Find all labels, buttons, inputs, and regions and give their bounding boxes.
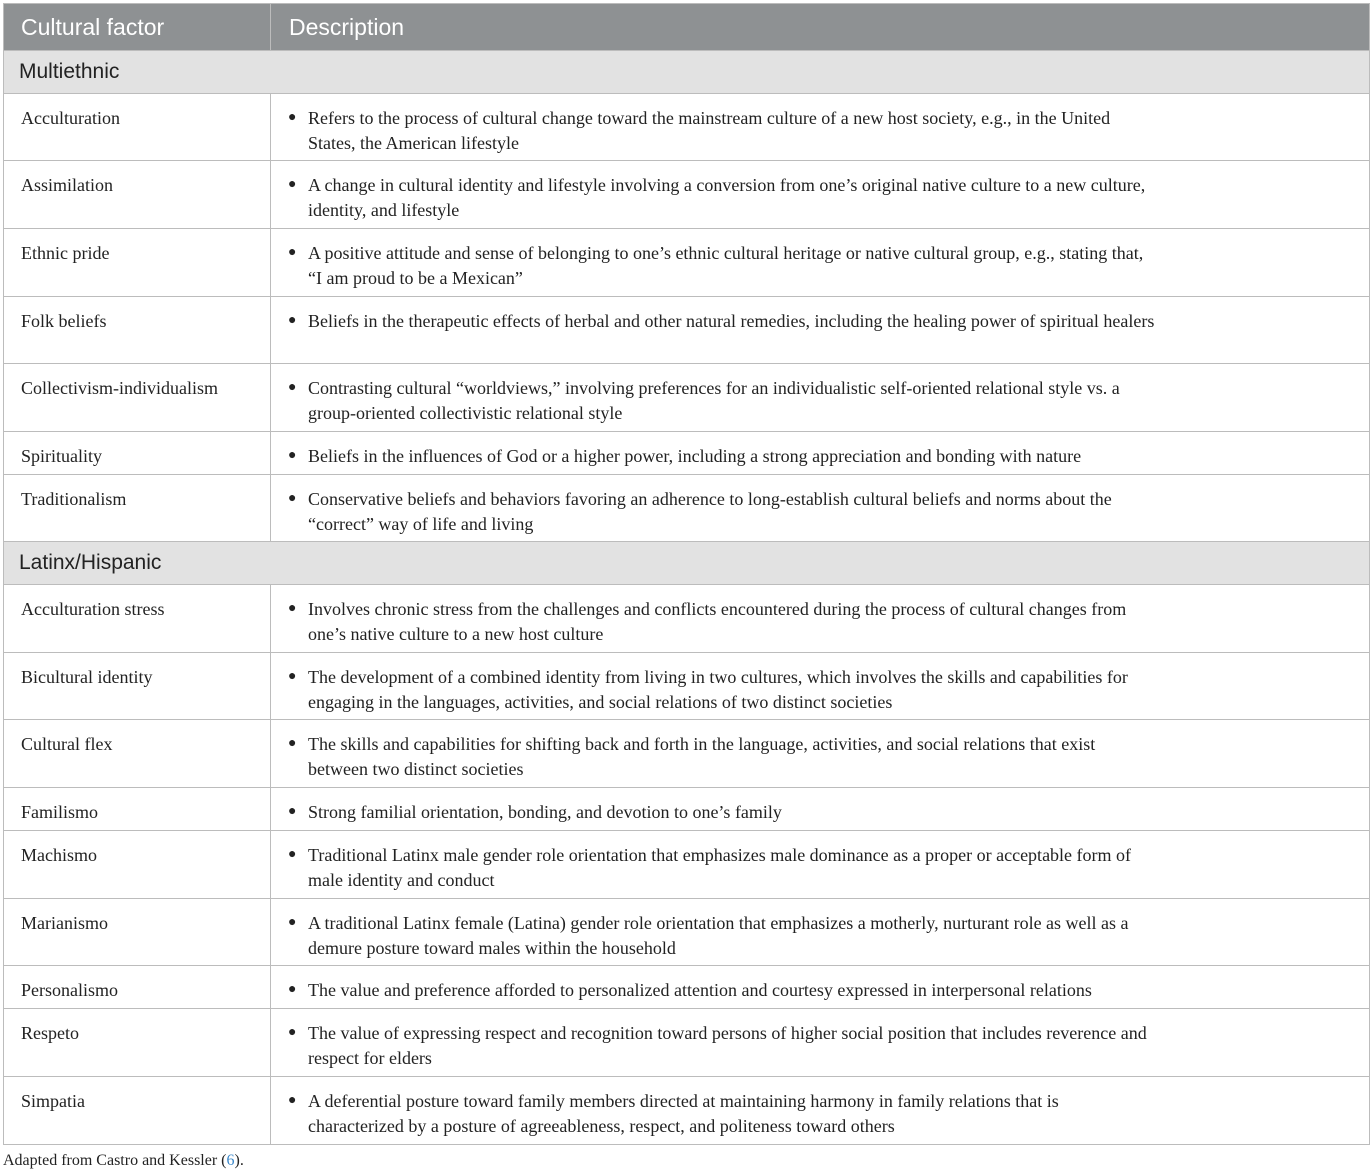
description-text: Beliefs in the therapeutic effects of herbal and other natural remedies, including the healing power of spiritual healers (308, 311, 1155, 331)
description-bullet-item (287, 1021, 1159, 1070)
description-cell (271, 297, 1370, 364)
bullet-icon: ● (288, 804, 297, 819)
description-text: The skills and capabilities for shifting back and forth in the language, activities, and social relations that exist between two distinct societies (308, 734, 1096, 779)
bullet-icon: ● (288, 915, 297, 930)
table-row (4, 653, 1370, 720)
table-row (4, 788, 1370, 831)
cultural-factor-cell: Marianismo (4, 899, 271, 966)
description-text: The development of a combined identity from living in two cultures, which involves the skills and capabilities for engaging in the languages, activities, and social relations of two distinct societies (308, 667, 1128, 712)
bullet-icon: ● (288, 982, 297, 997)
description-bullet-item (287, 1089, 1159, 1138)
description-text: Beliefs in the influences of God or a higher power, including a strong appreciation and bonding with nature (308, 446, 1082, 466)
description-text: A deferential posture toward family members directed at maintaining harmony in family relations that is characterized by a posture of agreeableness, respect, and politeness toward others (308, 1091, 1059, 1136)
description-cell (271, 653, 1370, 720)
description-text: The value and preference afforded to personalized attention and courtesy expressed in interpersonal relations (308, 980, 1092, 1000)
description-cell (271, 899, 1370, 966)
table-footnote (3, 1152, 244, 1170)
description-text: Contrasting cultural “worldviews,” involving preferences for an individualistic self-oriented relational style vs. a group-oriented collectivistic relational style (308, 378, 1120, 423)
bullet-icon: ● (288, 491, 297, 506)
description-bullet-item (287, 376, 1159, 425)
table-row (4, 966, 1370, 1009)
description-cell (271, 94, 1370, 161)
table-row (4, 229, 1370, 297)
bullet-icon: ● (288, 380, 297, 395)
description-bullet-item (287, 843, 1159, 892)
description-cell (271, 1009, 1370, 1077)
table-row (4, 585, 1370, 653)
description-bullet-item (287, 106, 1159, 155)
table-row (4, 1009, 1370, 1077)
description-cell (271, 364, 1370, 432)
bullet-icon: ● (288, 847, 297, 862)
description-cell (271, 161, 1370, 229)
bullet-icon: ● (288, 1093, 297, 1108)
table-row (4, 475, 1370, 542)
cultural-factor-cell: Assimilation (4, 161, 271, 229)
table-header-row (4, 4, 1370, 51)
cultural-factor-cell: Familismo (4, 788, 271, 831)
bullet-icon: ● (288, 1025, 297, 1040)
cultural-factors-table (3, 3, 1370, 1145)
cultural-factor-cell: Cultural flex (4, 720, 271, 788)
bullet-icon: ● (288, 601, 297, 616)
description-cell (271, 788, 1370, 831)
table-row (4, 1077, 1370, 1145)
column-header-description: Description (271, 4, 1370, 51)
footnote-reference-link[interactable]: 6 (226, 1152, 235, 1169)
cultural-factor-cell: Simpatia (4, 1077, 271, 1145)
table-row (4, 720, 1370, 788)
description-cell (271, 229, 1370, 297)
description-bullet-item (287, 487, 1159, 536)
table-row (4, 161, 1370, 229)
cultural-factor-cell: Bicultural identity (4, 653, 271, 720)
section-row (4, 51, 1370, 94)
description-bullet-item (287, 241, 1159, 290)
description-text: Conservative beliefs and behaviors favoring an adherence to long-establish cultural beliefs and norms about the “correct” way of life and living (308, 489, 1112, 534)
bullet-icon: ● (288, 313, 297, 328)
section-title: Latinx/Hispanic (4, 542, 1370, 585)
description-bullet-item (287, 665, 1159, 714)
table-row (4, 899, 1370, 966)
description-text: A change in cultural identity and lifestyle involving a conversion from one’s original native culture to a new culture, identity, and lifestyle (308, 175, 1146, 220)
description-bullet-item (287, 732, 1159, 781)
bullet-icon: ● (288, 736, 297, 751)
section-row (4, 542, 1370, 585)
cultural-factor-cell: Ethnic pride (4, 229, 271, 297)
description-bullet-item (287, 444, 1159, 469)
description-text: Involves chronic stress from the challenges and conflicts encountered during the process of cultural changes from one’s native culture to a new host culture (308, 599, 1127, 644)
cultural-factors-table-container (3, 3, 1369, 1145)
column-header-cultural-factor: Cultural factor (4, 4, 271, 51)
description-cell (271, 1077, 1370, 1145)
description-bullet-item (287, 597, 1159, 646)
description-bullet-item (287, 911, 1159, 960)
description-text: The value of expressing respect and recognition toward persons of higher social position that includes reverence and respect for elders (308, 1023, 1147, 1068)
description-cell (271, 432, 1370, 475)
table-row (4, 297, 1370, 364)
description-cell (271, 475, 1370, 542)
section-title: Multiethnic (4, 51, 1370, 94)
description-cell (271, 585, 1370, 653)
table-row (4, 94, 1370, 161)
cultural-factor-cell: Spirituality (4, 432, 271, 475)
bullet-icon: ● (288, 110, 297, 125)
footnote-text-after: ). (234, 1152, 244, 1169)
cultural-factor-cell: Machismo (4, 831, 271, 899)
description-cell (271, 831, 1370, 899)
cultural-factor-cell: Collectivism-individualism (4, 364, 271, 432)
description-bullet-item (287, 309, 1159, 334)
description-bullet-item (287, 173, 1159, 222)
table-row (4, 831, 1370, 899)
cultural-factor-cell: Traditionalism (4, 475, 271, 542)
description-bullet-item (287, 800, 1159, 825)
bullet-icon: ● (288, 245, 297, 260)
cultural-factor-cell: Personalismo (4, 966, 271, 1009)
description-text: Refers to the process of cultural change toward the mainstream culture of a new host society, e.g., in the United States, the American lifestyle (308, 108, 1111, 153)
description-text: Strong familial orientation, bonding, and devotion to one’s family (308, 802, 782, 822)
description-text: A positive attitude and sense of belonging to one’s ethnic cultural heritage or native cultural group, e.g., stating that, “I am proud to be a Mexican” (308, 243, 1144, 288)
description-cell (271, 720, 1370, 788)
description-text: Traditional Latinx male gender role orientation that emphasizes male dominance as a proper or acceptable form of male identity and conduct (308, 845, 1132, 890)
description-bullet-item (287, 978, 1159, 1003)
cultural-factor-cell: Acculturation stress (4, 585, 271, 653)
cultural-factor-cell: Acculturation (4, 94, 271, 161)
bullet-icon: ● (288, 669, 297, 684)
bullet-icon: ● (288, 177, 297, 192)
bullet-icon: ● (288, 448, 297, 463)
table-row (4, 432, 1370, 475)
cultural-factor-cell: Respeto (4, 1009, 271, 1077)
cultural-factor-cell: Folk beliefs (4, 297, 271, 364)
description-cell (271, 966, 1370, 1009)
footnote-text-before: Adapted from Castro and Kessler ( (3, 1152, 227, 1169)
description-text: A traditional Latinx female (Latina) gender role orientation that emphasizes a motherly, nurturant role as well as a demure posture toward males within the household (308, 913, 1129, 958)
table-row (4, 364, 1370, 432)
table-body (4, 51, 1370, 1145)
